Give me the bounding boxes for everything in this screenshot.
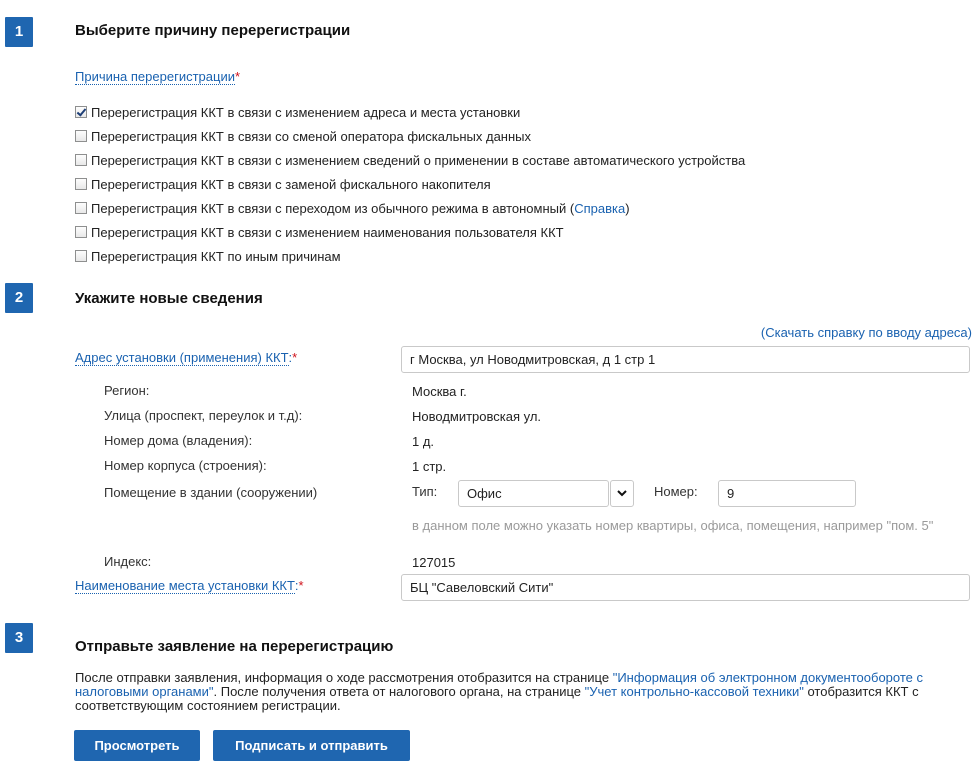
- reason-option-ofd[interactable]: [75, 128, 531, 146]
- submission-info-text: [75, 671, 965, 713]
- reason-option-label: Перерегистрация ККТ в связи с изменением сведений о применении в составе автоматического устройства: [91, 153, 746, 168]
- address-label: [75, 350, 297, 365]
- help-link[interactable]: Справка: [574, 201, 626, 216]
- info-text-part: . После получения ответа от налогового органа, на странице: [213, 684, 585, 699]
- address-input[interactable]: г Москва, ул Новодмитровская, д 1 стр 1: [401, 346, 970, 373]
- room-type-label: Тип:: [412, 484, 438, 499]
- street-label: Улица (проспект, переулок и т.д):: [104, 408, 303, 423]
- reason-option-suffix: ): [625, 201, 630, 216]
- address-label-sep: :: [288, 350, 293, 365]
- room-hint: в данном поле можно указать номер квартиры, офиса, помещения, например "пом. 5": [412, 518, 934, 533]
- region-value: Москва г.: [412, 384, 467, 399]
- step-2-title: Укажите новые сведения: [75, 290, 263, 307]
- step-3-badge: 3: [5, 623, 33, 653]
- checkbox[interactable]: [75, 202, 87, 214]
- address-help-link[interactable]: [761, 325, 972, 340]
- reason-option-label: Перерегистрация ККТ в связи с переходом из обычного режима в автономный (: [91, 201, 575, 216]
- checkbox[interactable]: [75, 226, 87, 238]
- reason-label: [75, 69, 240, 84]
- place-label: [75, 578, 304, 593]
- building-value: 1 стр.: [412, 459, 447, 474]
- place-label-sep: :: [294, 578, 299, 593]
- reason-option-autonomous[interactable]: [75, 200, 630, 218]
- reason-option-address[interactable]: [75, 104, 520, 122]
- checkbox[interactable]: [75, 178, 87, 190]
- region-label: Регион:: [104, 383, 150, 398]
- checkbox[interactable]: [75, 130, 87, 142]
- step-3-title: Отправьте заявление на перерегистрацию: [75, 638, 394, 655]
- index-label: Индекс:: [104, 554, 152, 569]
- building-label: Номер корпуса (строения):: [104, 458, 267, 473]
- info-text-part: отобразится ККТ с соответствующим состоянием регистрации.: [75, 684, 919, 713]
- house-value: 1 д.: [412, 434, 435, 449]
- checkbox-checked[interactable]: [75, 106, 87, 118]
- reason-option-other[interactable]: [75, 248, 341, 266]
- sign-and-send-button[interactable]: Подписать и отправить: [213, 730, 410, 761]
- index-value: 127015: [412, 555, 456, 570]
- room-number-input[interactable]: 9: [718, 480, 856, 507]
- checkbox[interactable]: [75, 250, 87, 262]
- step-2-badge: 2: [5, 283, 33, 313]
- reason-option-automatic-device[interactable]: [75, 152, 745, 170]
- checkbox[interactable]: [75, 154, 87, 166]
- reason-option-user-name[interactable]: [75, 224, 564, 242]
- reason-option-label: Перерегистрация ККТ в связи с изменением адреса и места установки: [91, 105, 521, 120]
- place-input[interactable]: БЦ "Савеловский Сити": [401, 574, 970, 601]
- view-button[interactable]: Просмотреть: [74, 730, 200, 761]
- room-label: Помещение в здании (сооружении): [104, 485, 318, 500]
- step-1-title: Выберите причину перерегистрации: [75, 22, 351, 39]
- required-mark: *: [234, 69, 241, 84]
- address-label-link[interactable]: Адрес установки (применения) ККТ: [75, 350, 289, 365]
- place-label-link[interactable]: Наименование места установки ККТ: [75, 578, 295, 593]
- room-type-dropdown-button[interactable]: [610, 480, 634, 507]
- reason-option-label: Перерегистрация ККТ в связи со сменой оператора фискальных данных: [91, 129, 532, 144]
- reason-option-label: Перерегистрация ККТ по иным причинам: [91, 249, 341, 264]
- edo-info-link[interactable]: "Информация об электронном документообороте с налоговыми органами": [75, 670, 923, 699]
- required-mark: *: [292, 350, 298, 365]
- house-label: Номер дома (владения):: [104, 433, 253, 448]
- reason-label-link[interactable]: Причина перерегистрации: [75, 69, 235, 84]
- reason-option-label: Перерегистрация ККТ в связи с заменой фискального накопителя: [91, 177, 491, 192]
- chevron-down-icon: [611, 481, 633, 506]
- info-text-part: После отправки заявления, информация о ходе рассмотрения отобразится на странице: [75, 670, 613, 685]
- reason-option-label: Перерегистрация ККТ в связи с изменением наименования пользователя ККТ: [91, 225, 564, 240]
- room-type-select[interactable]: Офис: [458, 480, 609, 507]
- kkt-accounting-link[interactable]: "Учет контрольно-кассовой техники": [584, 684, 804, 699]
- reason-option-fiscal-drive[interactable]: [75, 176, 491, 194]
- room-number-label: Номер:: [654, 484, 698, 499]
- required-mark: *: [298, 578, 304, 593]
- step-1-badge: 1: [5, 17, 33, 47]
- street-value: Новодмитровская ул.: [412, 409, 542, 424]
- address-help-link-text[interactable]: (Скачать справку по вводу адреса): [760, 325, 972, 340]
